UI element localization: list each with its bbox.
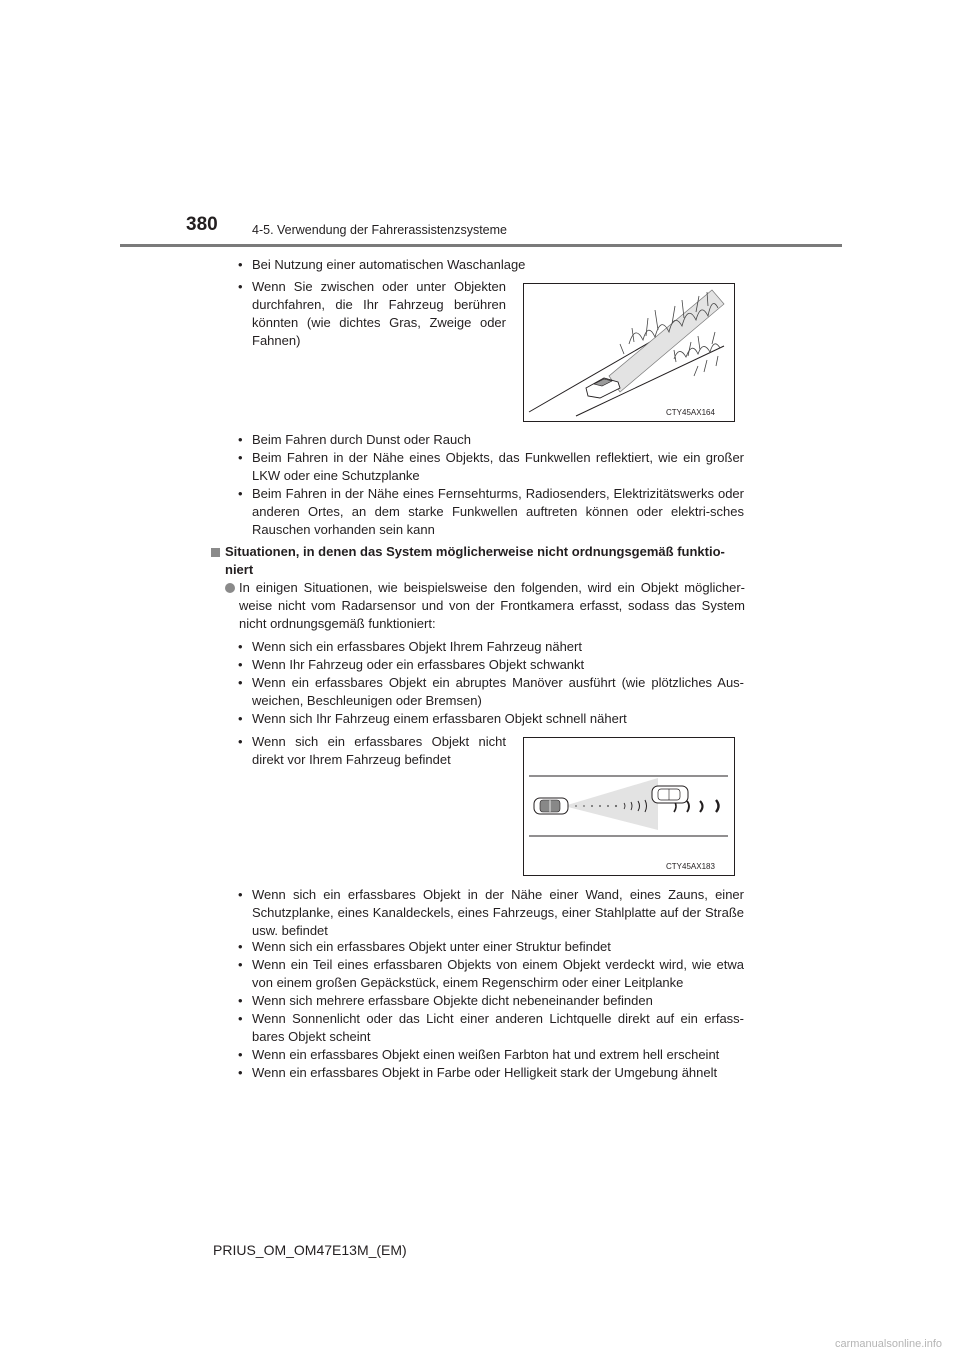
list-item: • Beim Fahren in der Nähe eines Fernsehturms, Radiosenders, Elektrizitätswerks oder anderen Ortes, an dem starke Funkwellen auftreten können oder elektri-sches Rauschen vorhanden sein kann bbox=[238, 486, 744, 537]
list-item: • Wenn sich Ihr Fahrzeug einem erfassbaren Objekt schnell nähert bbox=[238, 711, 627, 726]
figure-code: CTY45AX183 bbox=[666, 862, 715, 871]
section-title: 4-5. Verwendung der Fahrerassistenzsysteme bbox=[252, 223, 507, 237]
list-item: • Wenn sich ein erfassbares Objekt nicht direkt vor Ihrem Fahrzeug befindet bbox=[238, 734, 506, 767]
figure-foliage-radar bbox=[523, 283, 735, 422]
watermark: carmanualsonline.info bbox=[834, 1338, 942, 1350]
foliage-radar-illustration bbox=[524, 284, 734, 421]
list-item: • Wenn Sonnenlicht oder das Licht einer anderen Lichtquelle direkt auf ein erfass-bares Objekt scheint bbox=[238, 1011, 744, 1044]
list-item: • Wenn ein erfassbares Objekt in Farbe oder Helligkeit stark der Umgebung ähnelt bbox=[238, 1065, 718, 1080]
list-item: • Wenn sich ein erfassbares Objekt Ihrem Fahrzeug nähert bbox=[238, 639, 582, 654]
header-rule bbox=[120, 244, 842, 247]
list-item: • Bei Nutzung einer automatischen Waschanlage bbox=[238, 257, 526, 272]
square-bullet-icon bbox=[211, 548, 220, 557]
own-car-icon bbox=[534, 798, 568, 814]
car-icon bbox=[586, 378, 620, 398]
target-car-icon bbox=[652, 786, 688, 803]
list-item: • Wenn ein erfassbares Objekt einen weißen Farbton hat und extrem hell erscheint bbox=[238, 1047, 720, 1062]
list-item: • Wenn ein erfassbares Objekt ein abruptes Manöver ausführt (wie plötzliches Aus-weichen, Beschleunigen oder Bremsen) bbox=[238, 675, 744, 708]
footer-doc-id: PRIUS_OM_OM47E13M_(EM) bbox=[213, 1242, 407, 1258]
figure-code: CTY45AX164 bbox=[666, 408, 715, 417]
figure-offset-vehicle bbox=[523, 737, 735, 876]
section-heading: Situationen, in denen das System möglicherweise nicht ordnungsgemäß funktio-niert bbox=[211, 543, 745, 579]
circle-bullet-icon bbox=[225, 583, 235, 593]
list-item: • Wenn Sie zwischen oder unter Objekten durchfahren, die Ihr Fahrzeug berühren könnten (wie dichtes Gras, Zweige oder Fahnen) bbox=[238, 279, 506, 348]
page-number: 380 bbox=[186, 214, 218, 235]
section-intro: In einigen Situationen, wie beispielsweise den folgenden, wird ein Objekt möglicher-weise nicht vom Radarsensor und von der Frontkamera erfasst, sodass das System nicht ordnungsgemäß funktioniert: bbox=[225, 579, 745, 633]
list-item: • Wenn sich ein erfassbares Objekt unter einer Struktur befindet bbox=[238, 939, 611, 954]
offset-vehicle-illustration bbox=[524, 738, 734, 875]
list-item: • Wenn sich mehrere erfassbare Objekte dicht nebeneinander befinden bbox=[238, 993, 653, 1008]
list-item: • Wenn sich ein erfassbares Objekt in der Nähe einer Wand, eines Zauns, einer Schutzplanke, eines Kanaldeckels, eines Fahrzeugs, einer Stahlplatte auf der Straße usw. befindet bbox=[238, 887, 744, 938]
list-item: • Beim Fahren in der Nähe eines Objekts, das Funkwellen reflektiert, wie ein großer LKW oder eine Schutzplanke bbox=[238, 450, 744, 483]
list-item: • Wenn Ihr Fahrzeug oder ein erfassbares Objekt schwankt bbox=[238, 657, 585, 672]
list-item: • Beim Fahren durch Dunst oder Rauch bbox=[238, 432, 471, 447]
list-item: • Wenn ein Teil eines erfassbaren Objekts von einem Objekt verdeckt wird, wie etwa von einem großen Gepäckstück, einem Regenschirm oder einer Leitplanke bbox=[238, 957, 744, 990]
